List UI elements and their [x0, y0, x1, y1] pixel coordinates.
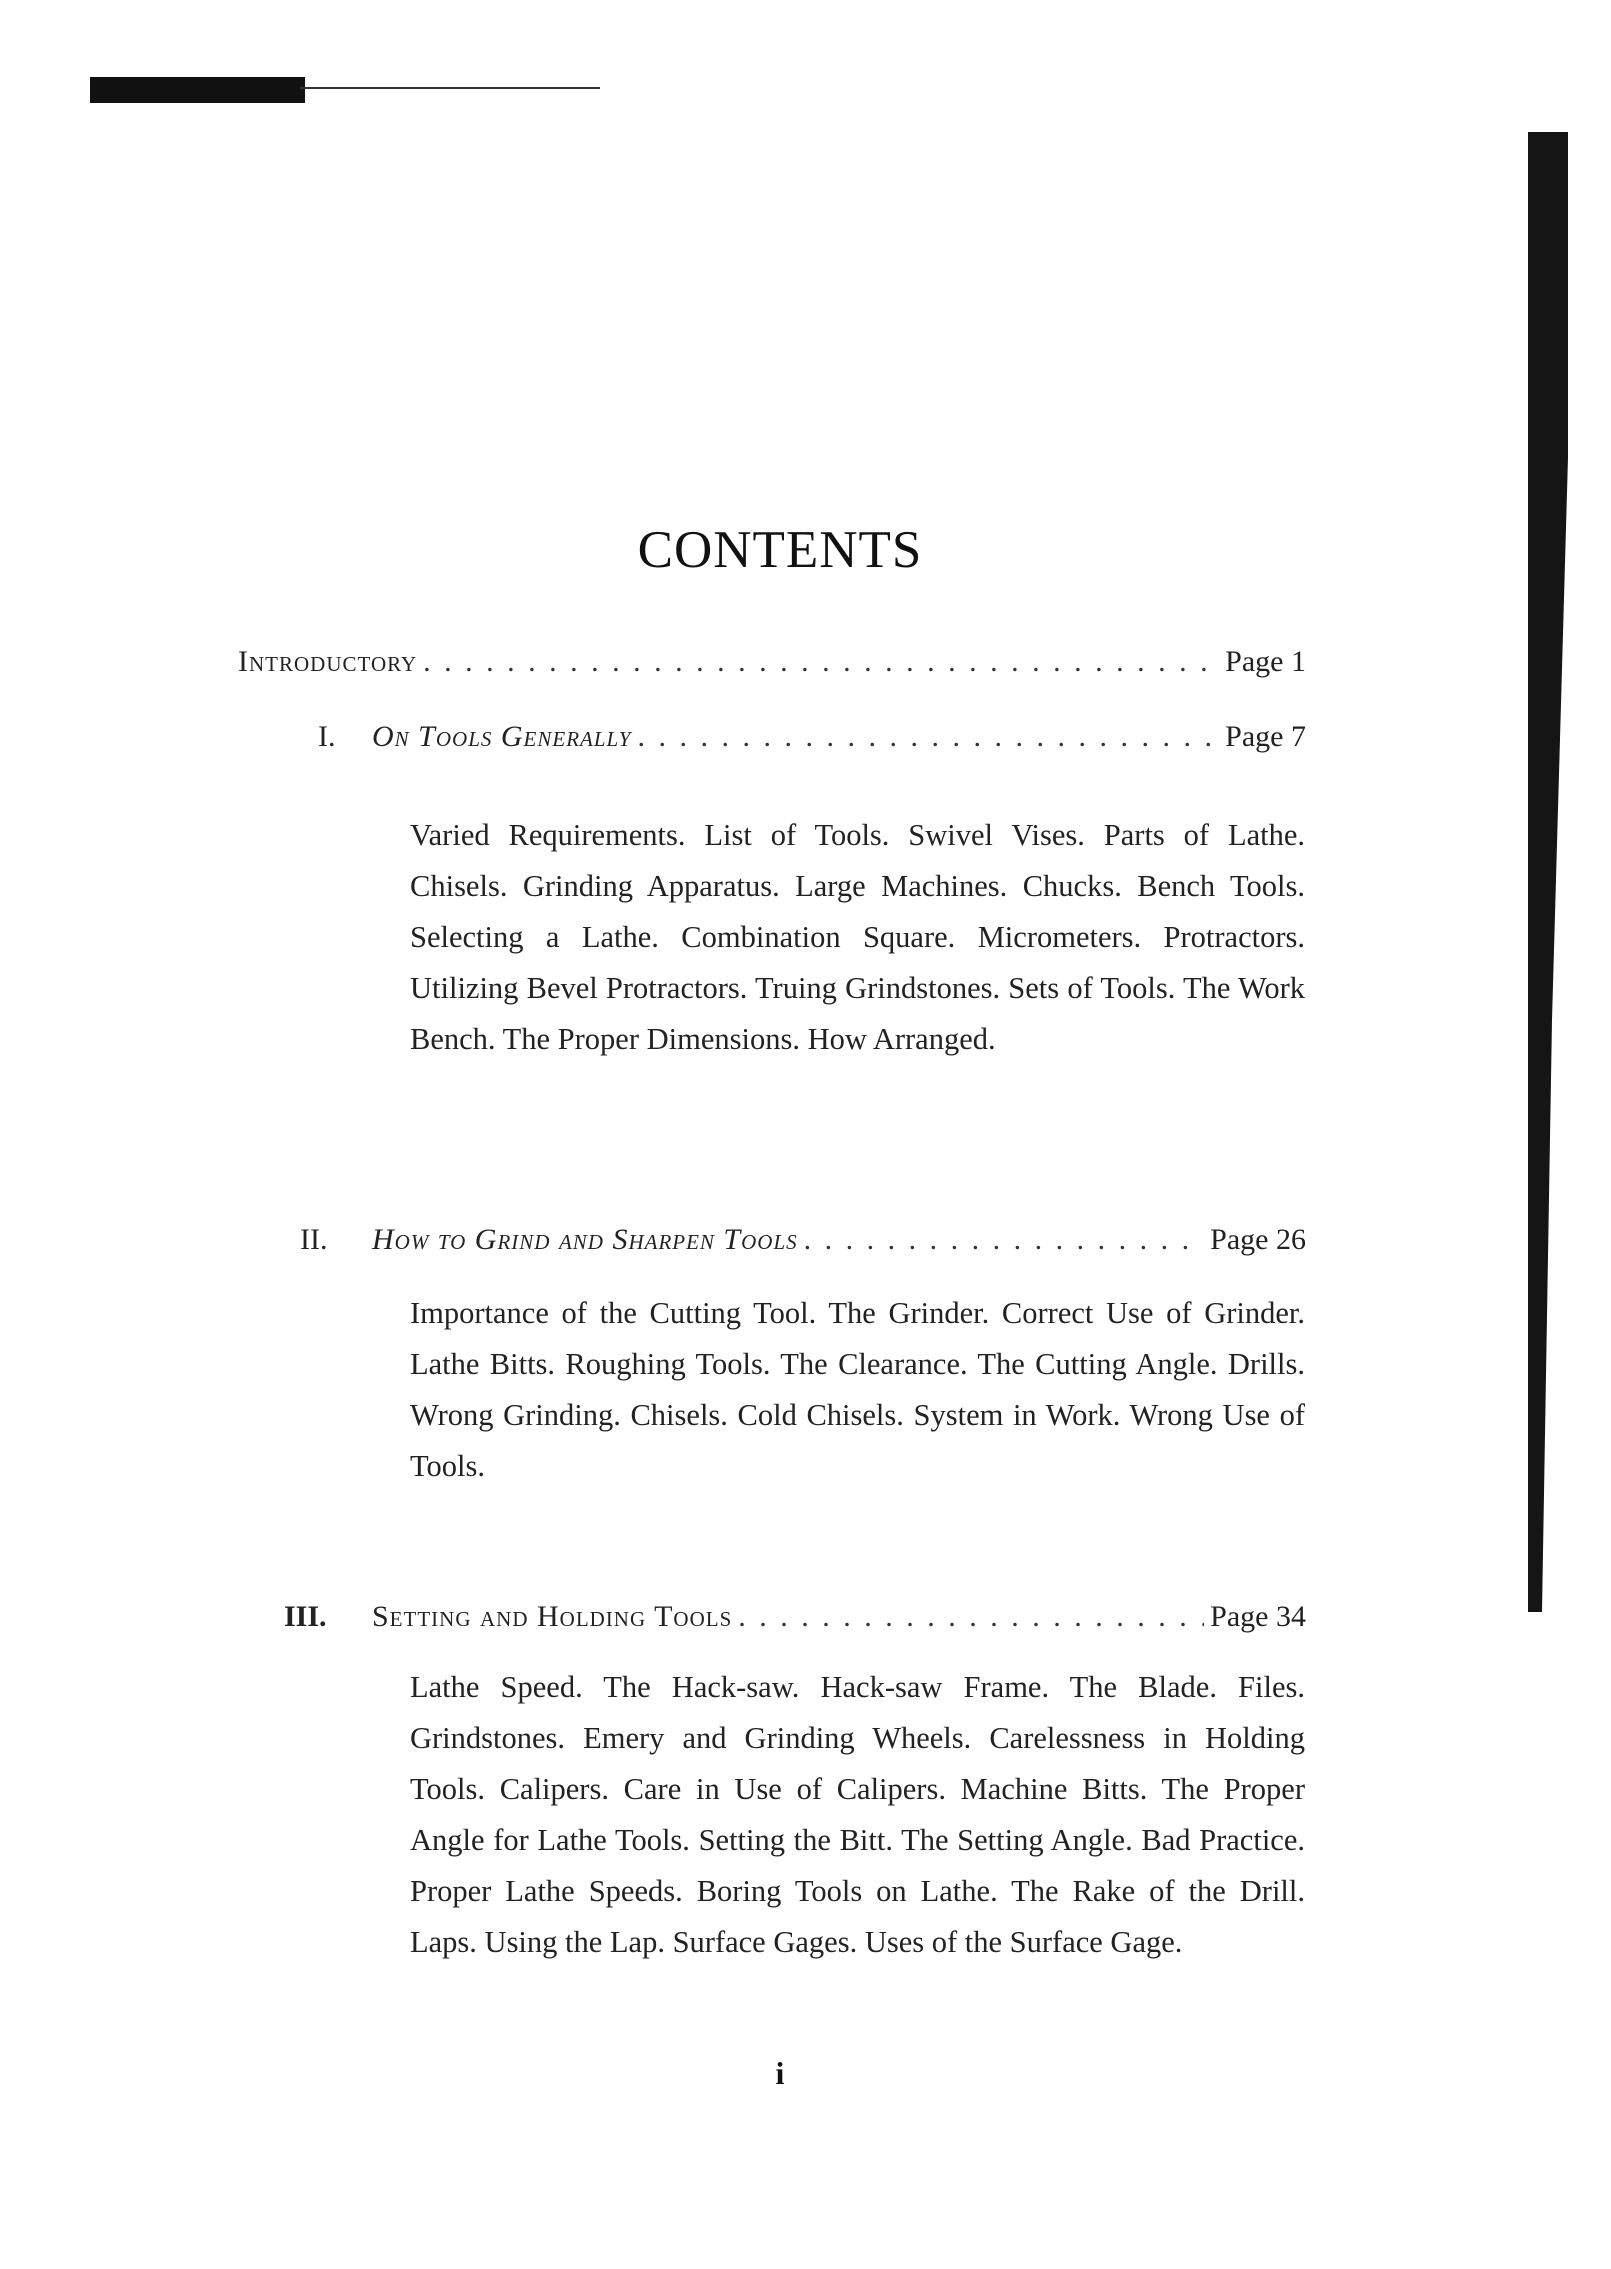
toc-label: Setting and Holding Tools: [372, 1600, 733, 1633]
top-printing-rule: [90, 77, 305, 103]
toc-label: On Tools Generally: [372, 720, 632, 753]
chapter-2-description: Importance of the Cutting Tool. The Grinder. Correct Use of Grinder. Lathe Bitts. Roughing Tools. The Clearance. The Cutting Angle. Drills. Wrong Grinding. Chisels. Cold Chisels. System in Work. Wrong Use of Tools.: [410, 1296, 1305, 1483]
top-printing-rule-tail: [300, 87, 600, 89]
chapter-numeral: I.: [318, 720, 336, 753]
toc-label: Introductory: [238, 645, 418, 678]
toc-entry-chapter-2[interactable]: [300, 1223, 1306, 1257]
dot-leader: [738, 1600, 1204, 1634]
toc-entry-introductory[interactable]: [238, 645, 1306, 679]
toc-page: Page 1: [1225, 645, 1306, 678]
page-title: CONTENTS: [637, 521, 923, 579]
page-number: i: [775, 2055, 785, 2091]
chapter-numeral: III.: [284, 1600, 327, 1633]
toc-entry-chapter-1[interactable]: [318, 720, 1306, 754]
dot-leader: [804, 1223, 1205, 1257]
dot-leader: [637, 720, 1219, 754]
binding-edge-shadow: [1528, 132, 1568, 1612]
dot-leader: [423, 645, 1219, 679]
chapter-1-description: Varied Requirements. List of Tools. Swivel Vises. Parts of Lathe. Chisels. Grinding Apparatus. Large Machines. Chucks. Bench Tools. Selecting a Lathe. Combination Square. Micrometers. Protractors. Utilizing Bevel Protractors. Truing Grindstones. Sets of Tools. The Work Bench. The Proper Dimensions. How Arranged.: [410, 818, 1305, 1056]
toc-page: Page 26: [1210, 1223, 1306, 1256]
toc-entry-chapter-3[interactable]: [284, 1600, 1306, 1634]
chapter-numeral: II.: [300, 1223, 328, 1256]
chapter-3-description: Lathe Speed. The Hack-saw. Hack-saw Frame. The Blade. Files. Grindstones. Emery and Grinding Wheels. Carelessness in Holding Tools. Calipers. Care in Use of Calipers. Machine Bitts. The Proper Angle for Lathe Tools. Setting the Bitt. The Setting Angle. Bad Practice. Proper Lathe Speeds. Boring Tools on Lathe. The Rake of the Drill. Laps. Using the Lap. Surface Gages. Uses of the Surface Gage.: [410, 1670, 1305, 1959]
toc-page: Page 7: [1225, 720, 1306, 753]
toc-label: How to Grind and Sharpen Tools: [372, 1223, 798, 1256]
toc-page: Page 34: [1210, 1600, 1306, 1633]
